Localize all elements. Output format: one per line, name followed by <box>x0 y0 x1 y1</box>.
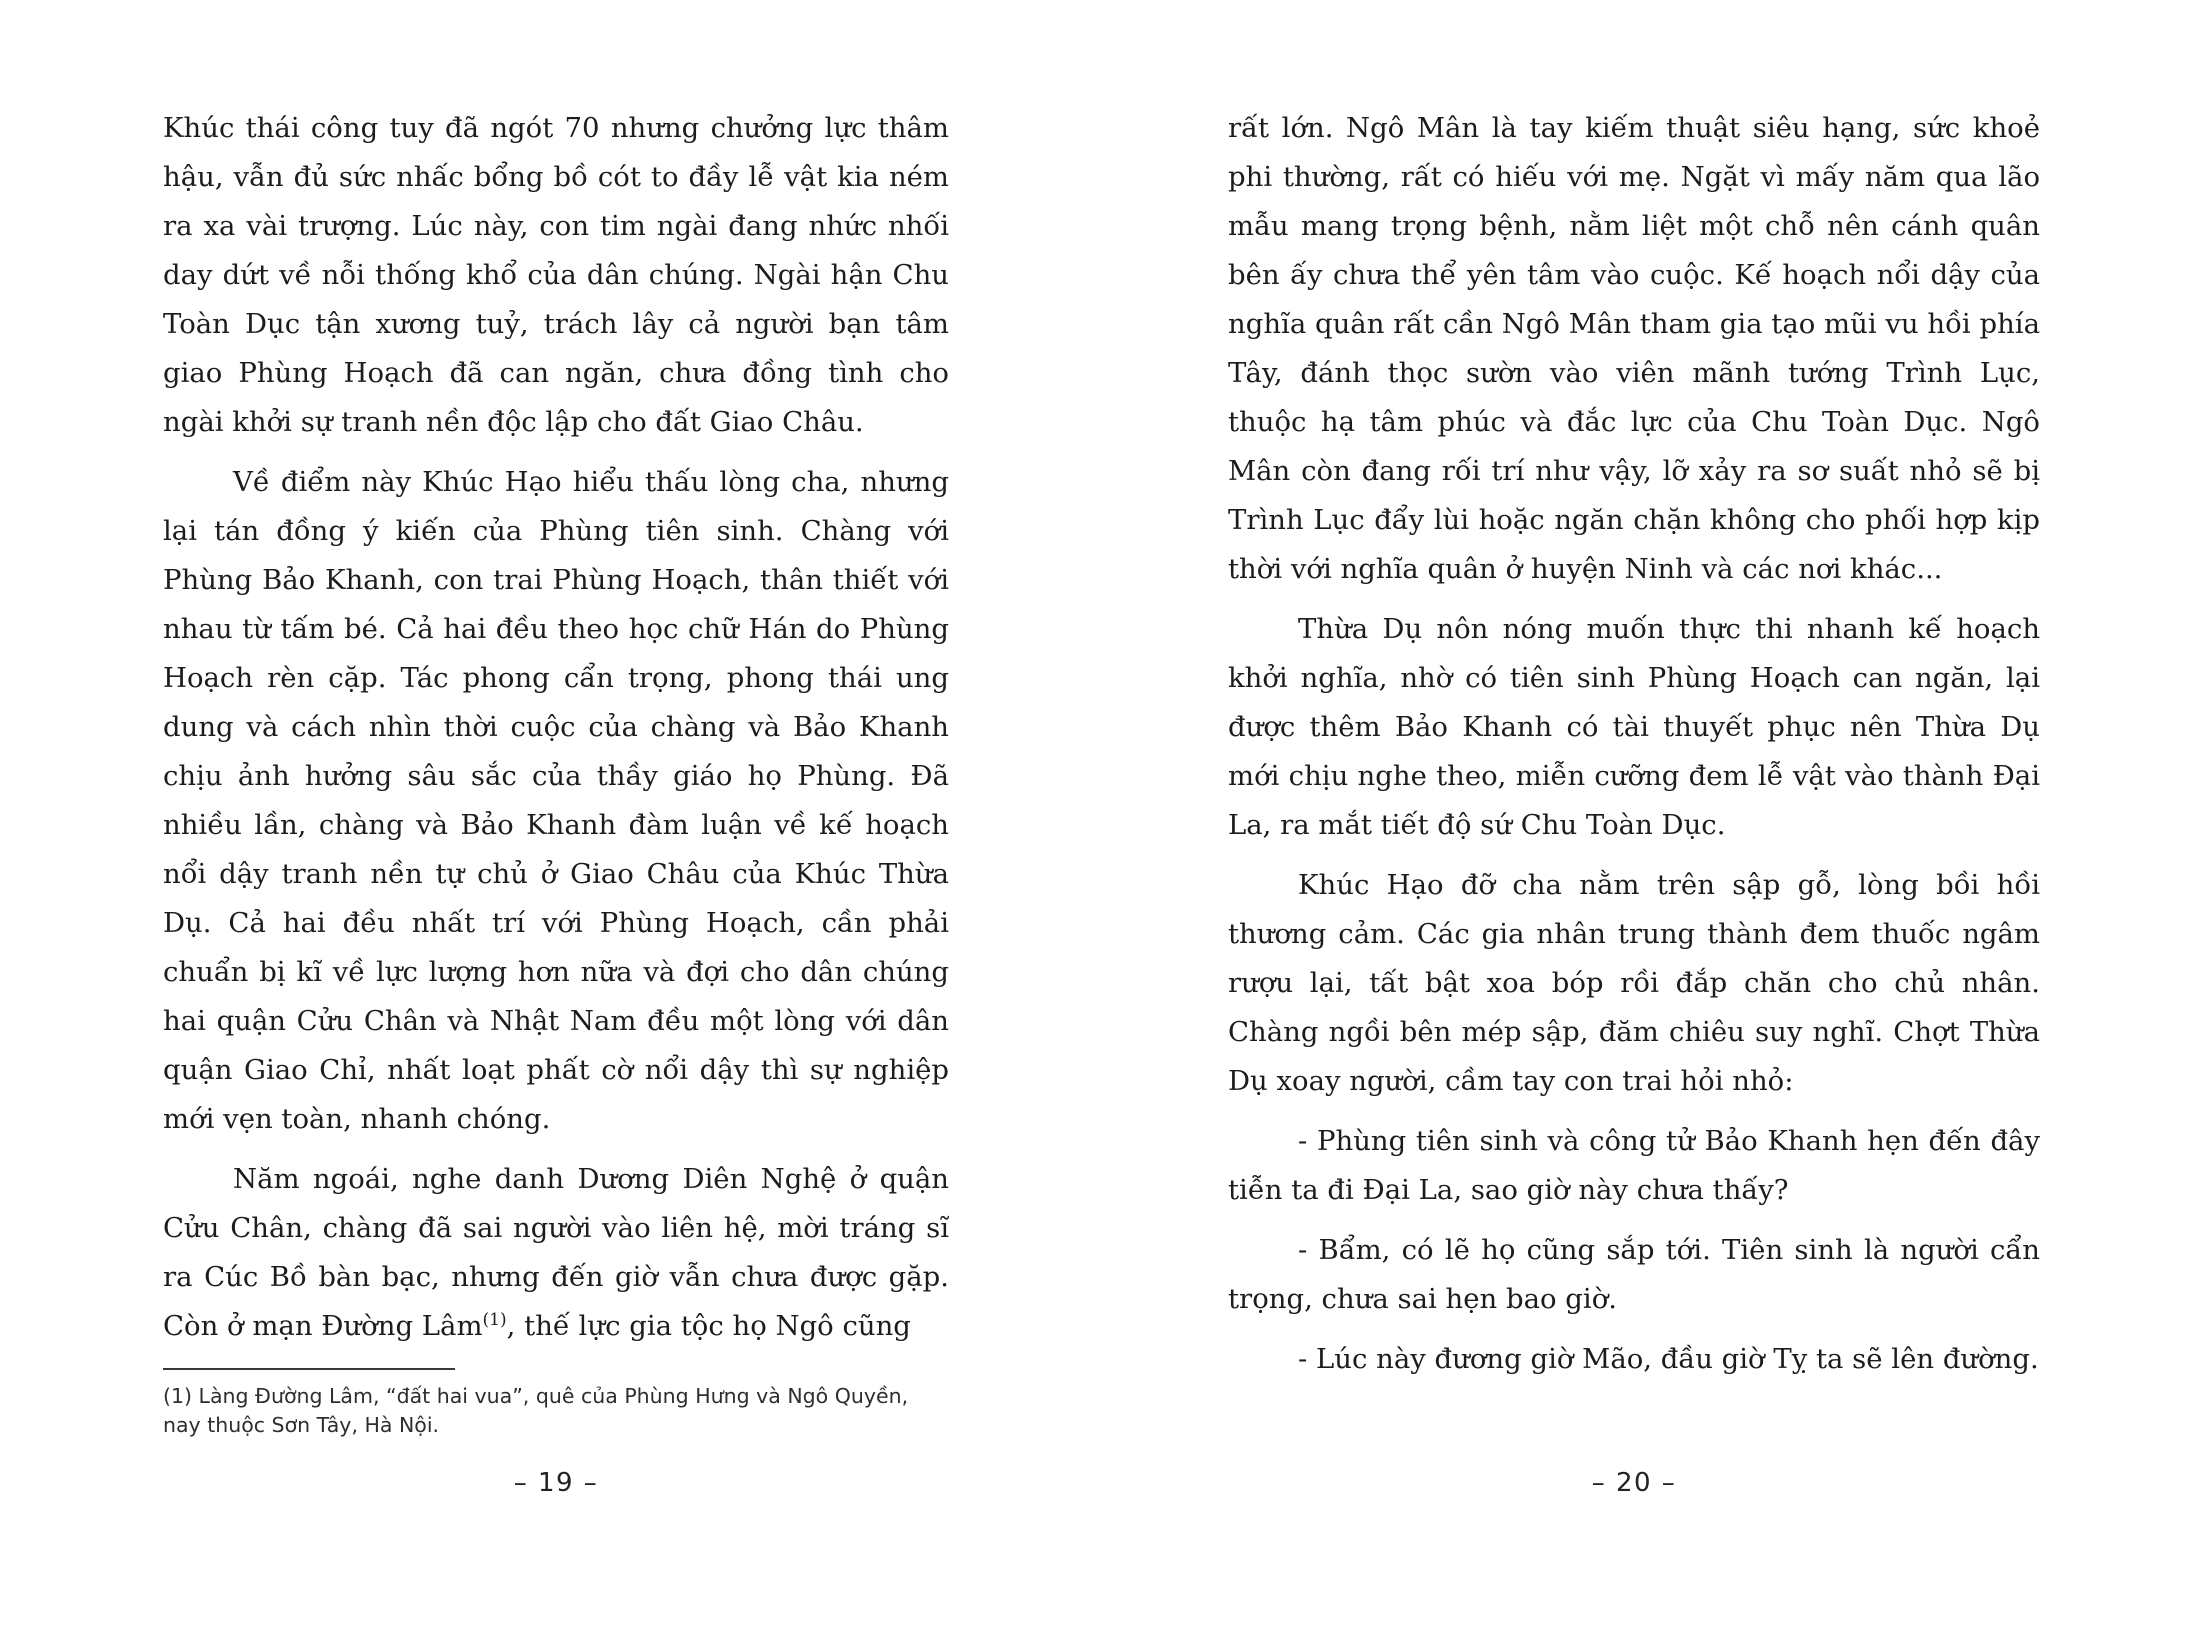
footnote-block <box>163 1368 949 1440</box>
paragraph-with-footnote-ref <box>163 1155 949 1351</box>
dialogue-paragraph: - Bẩm, có lẽ họ cũng sắp tới. Tiên sinh là người cẩn trọng, chưa sai hẹn bao giờ. <box>1228 1234 2040 1315</box>
paragraph: Thừa Dụ nôn nóng muốn thực thi nhanh kế hoạch khởi nghĩa, nhờ có tiên sinh Phùng Hoạch can ngăn, lại được thêm Bảo Khanh có tài thuyết phục nên Thừa Dụ mới chịu nghe theo, miễn cưỡng đem lễ vật vào thành Đại La, ra mắt tiết độ sứ Chu Toàn Dục. <box>1228 613 2040 841</box>
footnote-divider <box>163 1368 455 1370</box>
footnote-reference-marker: (1) <box>482 1309 507 1330</box>
paragraph-text: , thế lực gia tộc họ Ngô cũng <box>506 1310 911 1342</box>
paragraph-continuation: rất lớn. Ngô Mân là tay kiếm thuật siêu hạng, sức khoẻ phi thường, rất có hiếu với mẹ. Ngặt vì mấy năm qua lão mẫu mang trọng bệnh, nằm liệt một chỗ nên cánh quân bên ấy chưa thể yên tâm vào cuộc. Kế hoạch nổi dậy của nghĩa quân rất cần Ngô Mân tham gia tạo mũi vu hồi phía Tây, đánh thọc sườn vào viên mãnh tướng Trình Lục, thuộc hạ tâm phúc và đắc lực của Chu Toàn Dục. Ngô Mân còn đang rối trí như vậy, lỡ xảy ra sơ suất nhỏ sẽ bị Trình Lục đẩy lùi hoặc ngăn chặn không cho phối hợp kịp thời với nghĩa quân ở huyện Ninh và các nơi khác... <box>1228 112 2040 585</box>
dialogue-paragraph: - Phùng tiên sinh và công tử Bảo Khanh hẹn đến đây tiễn ta đi Đại La, sao giờ này chưa thấy? <box>1228 1125 2040 1206</box>
footnote-text: (1) Làng Đường Lâm, “đất hai vua”, quê của Phùng Hưng và Ngô Quyền, nay thuộc Sơn Tây, Hà Nội. <box>163 1384 909 1437</box>
left-page-text-column <box>163 104 949 1351</box>
paragraph-continuation: Khúc thái công tuy đã ngót 70 nhưng chưởng lực thâm hậu, vẫn đủ sức nhấc bổng bồ cót to đầy lễ vật kia ném ra xa vài trượng. Lúc này, con tim ngài đang nhức nhối day dứt về nỗi thống khổ của dân chúng. Ngài hận Chu Toàn Dục tận xương tuỷ, trách lây cả người bạn tâm giao Phùng Hoạch đã can ngăn, chưa đồng tình cho ngài khởi sự tranh nền độc lập cho đất Giao Châu. <box>163 112 949 438</box>
paragraph: Về điểm này Khúc Hạo hiểu thấu lòng cha, nhưng lại tán đồng ý kiến của Phùng tiên sinh. Chàng với Phùng Bảo Khanh, con trai Phùng Hoạch, thân thiết với nhau từ tấm bé. Cả hai đều theo học chữ Hán do Phùng Hoạch rèn cặp. Tác phong cẩn trọng, phong thái ung dung và cách nhìn thời cuộc của chàng và Bảo Khanh chịu ảnh hưởng sâu sắc của thầy giáo họ Phùng. Đã nhiều lần, chàng và Bảo Khanh đàm luận về kế hoạch nổi dậy tranh nền tự chủ ở Giao Châu của Khúc Thừa Dụ. Cả hai đều nhất trí với Phùng Hoạch, cần phải chuẩn bị kĩ về lực lượng hơn nữa và đợi cho dân chúng hai quận Cửu Chân và Nhật Nam đều một lòng với dân quận Giao Chỉ, nhất loạt phất cờ nổi dậy thì sự nghiệp mới vẹn toàn, nhanh chóng. <box>163 466 949 1135</box>
page-number-right: – 20 – <box>1591 1468 1677 1498</box>
page-number-left: – 19 – <box>513 1468 599 1498</box>
paragraph: Khúc Hạo đỡ cha nằm trên sập gỗ, lòng bồi hồi thương cảm. Các gia nhân trung thành đem thuốc ngâm rượu lại, tất bật xoa bóp rồi đắp chăn cho chủ nhân. Chàng ngồi bên mép sập, đăm chiêu suy nghĩ. Chợt Thừa Dụ xoay người, cầm tay con trai hỏi nhỏ: <box>1228 869 2040 1097</box>
paragraph-text: Năm ngoái, nghe danh Dương Diên Nghệ ở quận Cửu Chân, chàng đã sai người vào liên hệ, mời tráng sĩ ra Cúc Bồ bàn bạc, nhưng đến giờ vẫn chưa được gặp. Còn ở mạn Đường Lâm <box>163 1163 949 1342</box>
right-page-text-column <box>1228 104 2040 1384</box>
dialogue-paragraph: - Lúc này đương giờ Mão, đầu giờ Tỵ ta sẽ lên đường. <box>1298 1343 2039 1375</box>
